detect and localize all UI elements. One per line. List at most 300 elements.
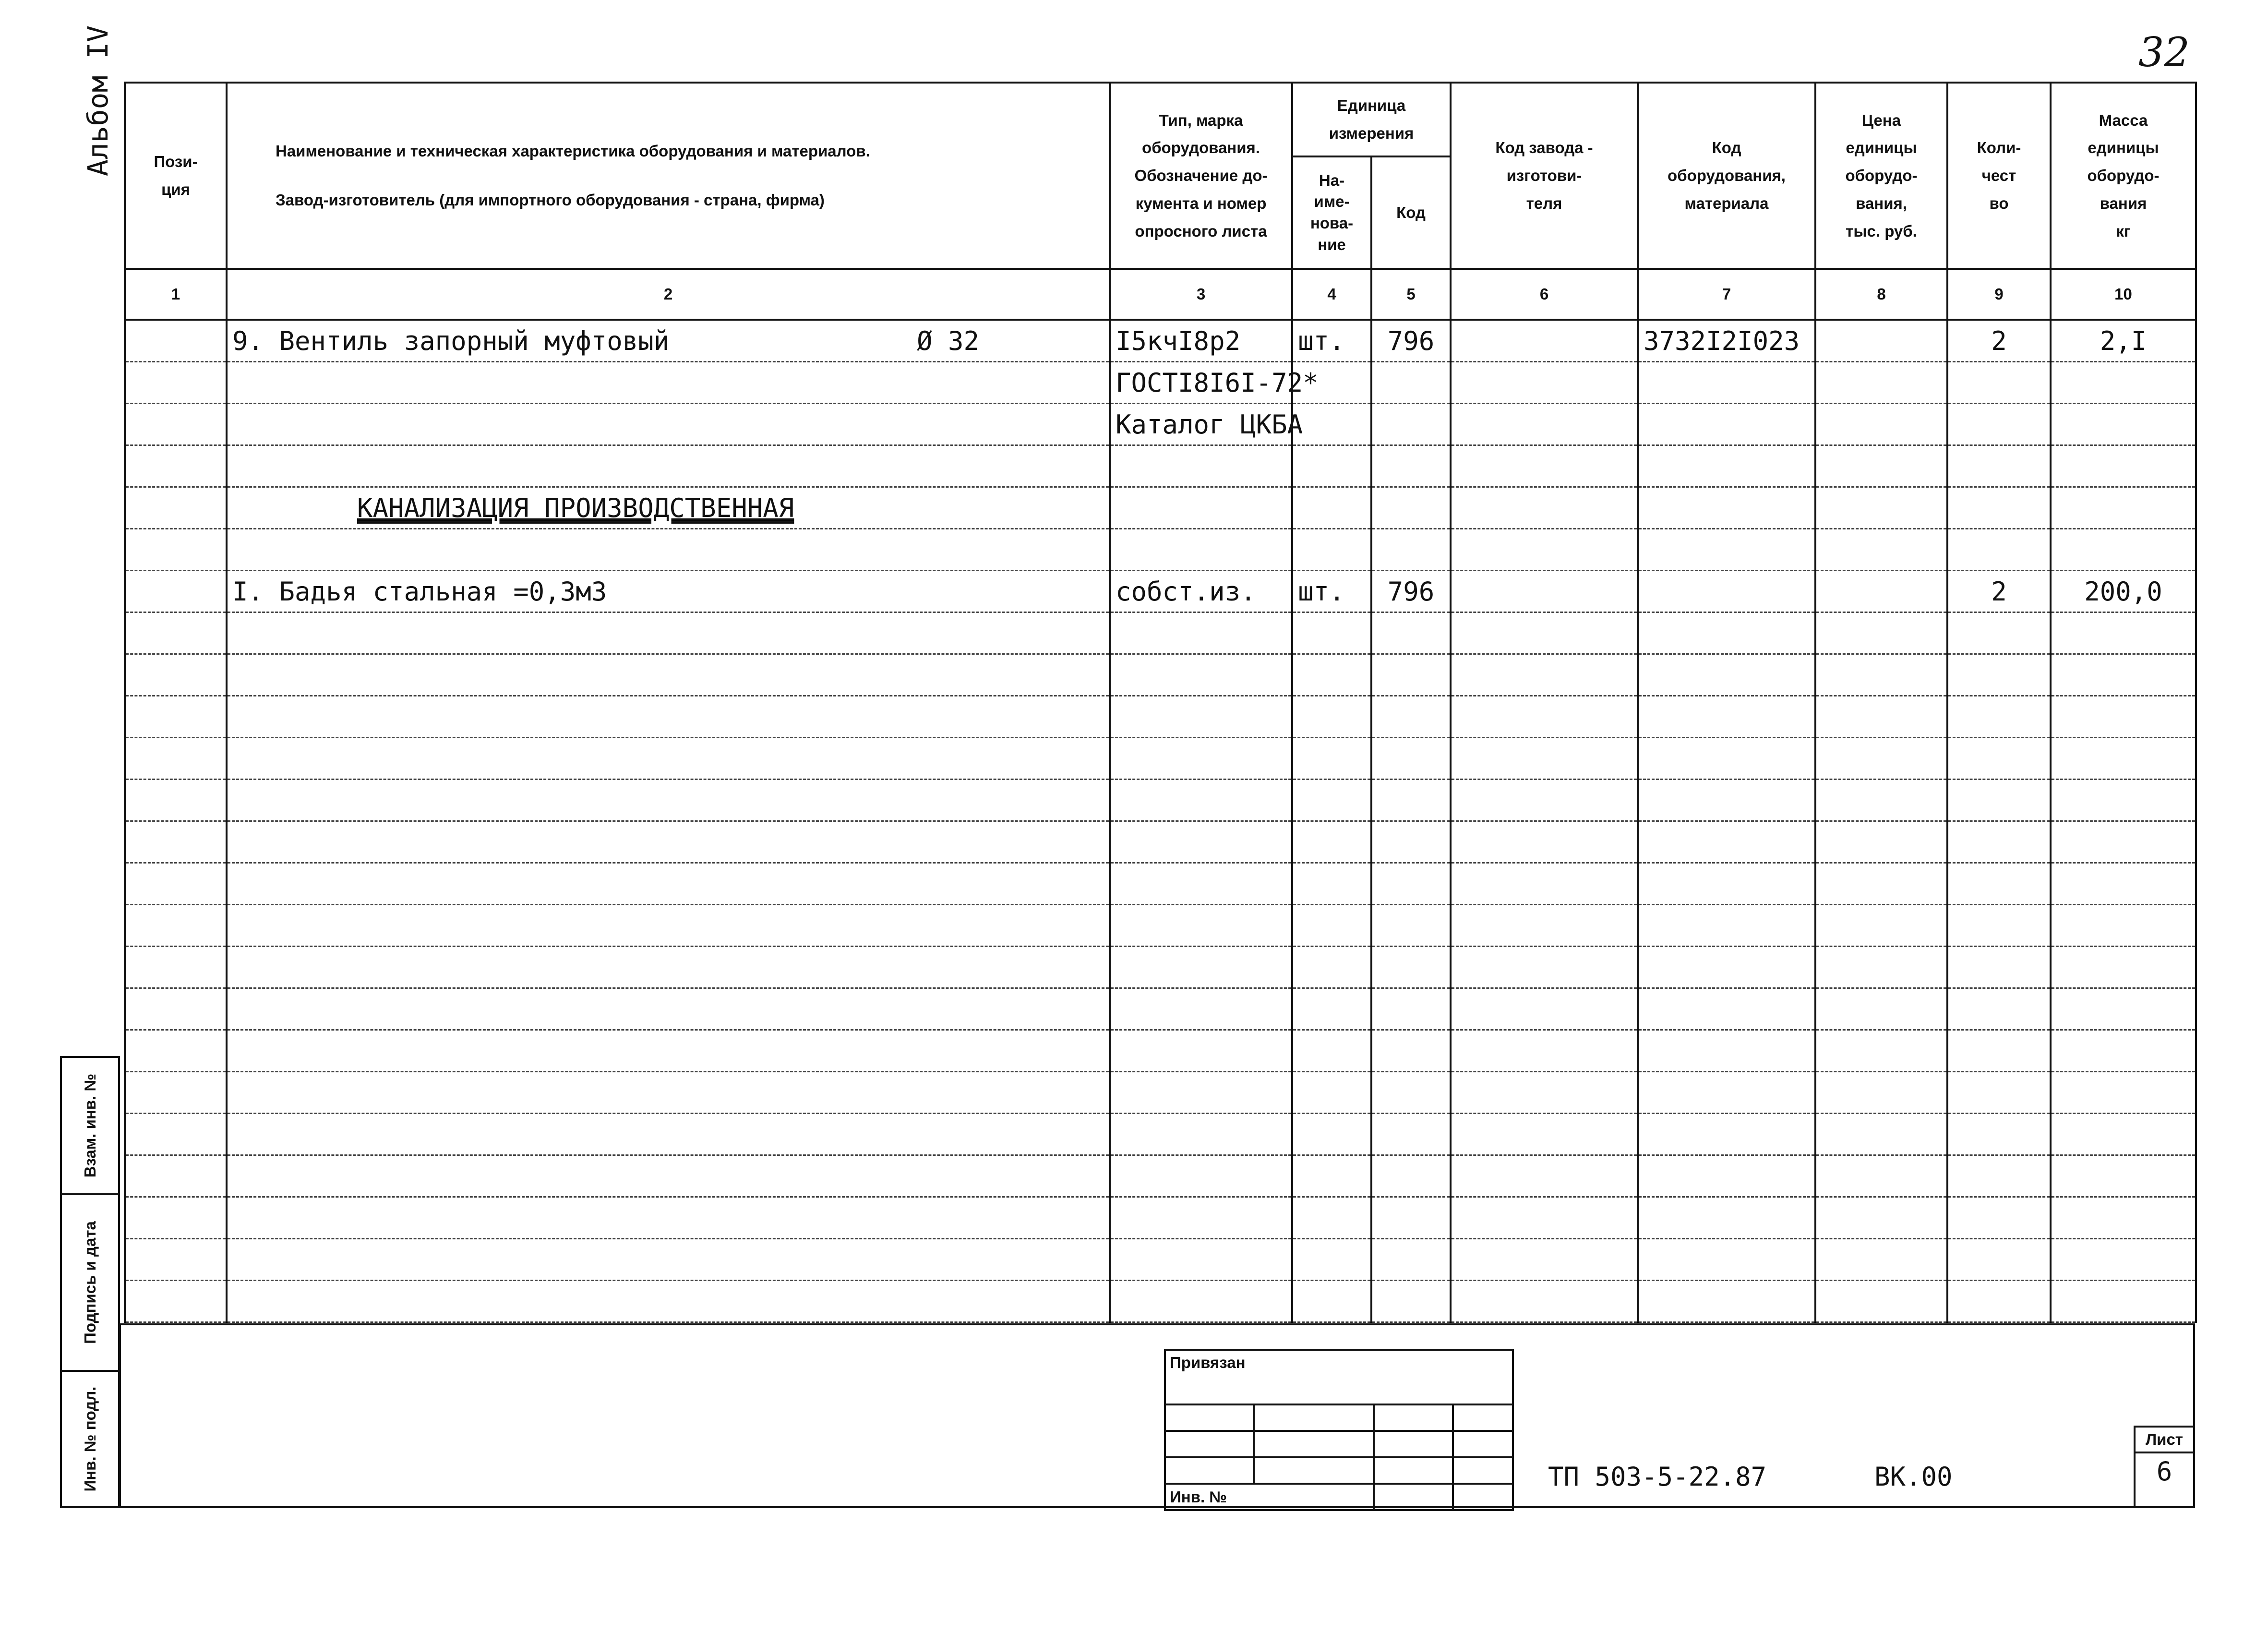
- cell-equip-code: [1638, 1030, 1815, 1072]
- cell-unit-code: [1371, 696, 1451, 738]
- cell-pos: [125, 947, 227, 988]
- cell-factory-code: [1451, 1114, 1638, 1155]
- cell-name: [227, 1197, 1110, 1239]
- stamp-cell: [1453, 1457, 1513, 1484]
- sheet-label: Лист: [2136, 1428, 2193, 1453]
- cell-mass: 2,I: [2051, 320, 2196, 362]
- cell-price: [1815, 821, 1947, 863]
- table-row: [125, 404, 2196, 445]
- cell-equip-code: [1638, 1155, 1815, 1197]
- header-label: Цена единицы оборудо- вания, тыс. руб.: [1845, 111, 1918, 240]
- table-row: [125, 696, 2196, 738]
- cell-name: [227, 445, 1110, 487]
- stamp-inv-no: Инв. №: [1165, 1484, 1374, 1510]
- cell-mass: [2051, 1281, 2196, 1322]
- cell-equip-code: [1638, 696, 1815, 738]
- table-row: [125, 780, 2196, 821]
- cell-qty: [1947, 529, 2051, 571]
- header-label: Коли- чест во: [1977, 139, 2021, 212]
- cell-price: [1815, 1030, 1947, 1072]
- header-quantity: [1947, 83, 2051, 269]
- cell-type: [1110, 1281, 1292, 1322]
- cell-unit-code: [1371, 654, 1451, 696]
- cell-unit-code: 796: [1371, 571, 1451, 612]
- cell-qty: [1947, 404, 2051, 445]
- side-stamp-label: Взам. инв. №: [81, 1073, 99, 1178]
- cell-factory-code: [1451, 654, 1638, 696]
- cell-factory-code: [1451, 988, 1638, 1030]
- cell-pos: [125, 445, 227, 487]
- cell-qty: [1947, 612, 2051, 654]
- cell-mass: [2051, 1030, 2196, 1072]
- cell-pos: [125, 1114, 227, 1155]
- cell-unit: [1292, 1281, 1371, 1322]
- cell-unit-code: [1371, 1030, 1451, 1072]
- table-row: [125, 445, 2196, 487]
- cell-unit: [1292, 1197, 1371, 1239]
- item-name: 9. Вентиль запорный муфтовый: [232, 325, 670, 356]
- cell-qty: [1947, 696, 2051, 738]
- cell-name: [227, 1281, 1110, 1322]
- cell-mass: [2051, 1239, 2196, 1281]
- cell-factory-code: [1451, 696, 1638, 738]
- cell-mass: [2051, 863, 2196, 905]
- cell-qty: [1947, 362, 2051, 404]
- cell-price: [1815, 445, 1947, 487]
- cell-pos: [125, 780, 227, 821]
- cell-pos: [125, 1197, 227, 1239]
- table-row: [125, 738, 2196, 780]
- cell-equip-code: [1638, 404, 1815, 445]
- header-label: Код: [1396, 204, 1426, 222]
- cell-unit-code: [1371, 1197, 1451, 1239]
- column-number: 7: [1638, 269, 1815, 320]
- cell-type: [1110, 529, 1292, 571]
- cell-equip-code: [1638, 947, 1815, 988]
- cell-qty: [1947, 1072, 2051, 1114]
- cell-equip-code: [1638, 1281, 1815, 1322]
- album-label: Альбом IV: [82, 25, 114, 177]
- header-equipment-code: [1638, 83, 1815, 269]
- table-row: [125, 947, 2196, 988]
- cell-qty: [1947, 1239, 2051, 1281]
- cell-type: [1110, 1197, 1292, 1239]
- cell-unit-code: [1371, 1239, 1451, 1281]
- cell-name: [227, 362, 1110, 404]
- cell-type: [1110, 947, 1292, 988]
- stamp-attached: Привязан: [1165, 1350, 1513, 1404]
- table-row: [125, 1030, 2196, 1072]
- cell-qty: 2: [1947, 320, 2051, 362]
- table-row: [125, 863, 2196, 905]
- cell-equip-code: [1638, 1072, 1815, 1114]
- cell-unit: шт.: [1292, 320, 1371, 362]
- cell-factory-code: [1451, 863, 1638, 905]
- cell-mass: [2051, 1072, 2196, 1114]
- cell-type: [1110, 905, 1292, 947]
- cell-qty: [1947, 487, 2051, 529]
- stamp-cell: [1165, 1457, 1254, 1484]
- cell-unit: [1292, 1030, 1371, 1072]
- cell-pos: [125, 738, 227, 780]
- cell-factory-code: [1451, 1030, 1638, 1072]
- cell-factory-code: [1451, 404, 1638, 445]
- cell-name: [227, 1155, 1110, 1197]
- table-body: [125, 320, 2196, 1322]
- table-row: [125, 1239, 2196, 1281]
- cell-price: [1815, 738, 1947, 780]
- cell-unit-code: [1371, 905, 1451, 947]
- cell-unit-code: [1371, 821, 1451, 863]
- cell-name: [227, 612, 1110, 654]
- cell-factory-code: [1451, 529, 1638, 571]
- header-mass: [2051, 83, 2196, 269]
- table-row: [125, 487, 2196, 529]
- cell-qty: [1947, 821, 2051, 863]
- cell-unit-code: [1371, 362, 1451, 404]
- table-row: [125, 1197, 2196, 1239]
- cell-equip-code: 3732I2I023: [1638, 320, 1815, 362]
- cell-factory-code: [1451, 1239, 1638, 1281]
- stamp-cell: [1453, 1404, 1513, 1431]
- cell-unit: [1292, 1239, 1371, 1281]
- cell-price: [1815, 1197, 1947, 1239]
- cell-pos: [125, 571, 227, 612]
- cell-price: [1815, 1281, 1947, 1322]
- cell-type: собст.из.: [1110, 571, 1292, 612]
- cell-unit: [1292, 445, 1371, 487]
- cell-mass: 200,0: [2051, 571, 2196, 612]
- cell-name: [227, 487, 1110, 529]
- cell-unit-code: [1371, 1114, 1451, 1155]
- cell-equip-code: [1638, 821, 1815, 863]
- cell-equip-code: [1638, 571, 1815, 612]
- cell-type: [1110, 696, 1292, 738]
- cell-type: [1110, 445, 1292, 487]
- side-stamp-inv-orig: [60, 1370, 120, 1508]
- cell-name: [227, 654, 1110, 696]
- cell-equip-code: [1638, 780, 1815, 821]
- cell-pos: [125, 988, 227, 1030]
- cell-name: [227, 738, 1110, 780]
- cell-factory-code: [1451, 821, 1638, 863]
- header-label: Единица измерения: [1329, 96, 1414, 142]
- cell-mass: [2051, 487, 2196, 529]
- cell-factory-code: [1451, 780, 1638, 821]
- cell-mass: [2051, 1197, 2196, 1239]
- cell-unit-code: [1371, 404, 1451, 445]
- cell-type: [1110, 1239, 1292, 1281]
- header-label: На- име- нова- ние: [1310, 171, 1354, 253]
- cell-factory-code: [1451, 487, 1638, 529]
- cell-equip-code: [1638, 738, 1815, 780]
- cell-equip-code: [1638, 612, 1815, 654]
- side-stamp-sign-date: [60, 1193, 120, 1372]
- stamp-cell: [1453, 1431, 1513, 1457]
- cell-price: [1815, 1239, 1947, 1281]
- cell-mass: [2051, 529, 2196, 571]
- table-row: [125, 1114, 2196, 1155]
- cell-mass: [2051, 445, 2196, 487]
- cell-price: [1815, 1155, 1947, 1197]
- cell-pos: [125, 821, 227, 863]
- cell-type: [1110, 1072, 1292, 1114]
- cell-price: [1815, 571, 1947, 612]
- cell-name: [227, 696, 1110, 738]
- item-diameter: Ø 32: [916, 325, 979, 356]
- cell-mass: [2051, 1155, 2196, 1197]
- cell-equip-code: [1638, 445, 1815, 487]
- cell-price: [1815, 654, 1947, 696]
- cell-type: [1110, 1030, 1292, 1072]
- cell-equip-code: [1638, 487, 1815, 529]
- stamp-cell: [1374, 1404, 1453, 1431]
- item-name: I. Бадья стальная =0,3м3: [232, 576, 607, 607]
- cell-qty: [1947, 988, 2051, 1030]
- header-factory-code: [1451, 83, 1638, 269]
- cell-price: [1815, 863, 1947, 905]
- column-number: 5: [1371, 269, 1451, 320]
- table-row: [125, 654, 2196, 696]
- cell-pos: [125, 362, 227, 404]
- stamp-cell: [1374, 1457, 1453, 1484]
- header-label: Наименование и техническая характеристика оборудования и материалов. Завод-изготовитель (для импортного оборудования - страна, фирма): [276, 142, 870, 209]
- cell-type: [1110, 487, 1292, 529]
- cell-mass: [2051, 780, 2196, 821]
- cell-factory-code: [1451, 1072, 1638, 1114]
- attachment-stamp: [1164, 1349, 1514, 1511]
- stamp-cell: [1374, 1484, 1453, 1510]
- cell-type: [1110, 780, 1292, 821]
- cell-pos: [125, 905, 227, 947]
- cell-price: [1815, 487, 1947, 529]
- header-label: Код оборудования, материала: [1668, 139, 1786, 212]
- cell-name: [227, 529, 1110, 571]
- cell-factory-code: [1451, 1281, 1638, 1322]
- cell-unit: [1292, 696, 1371, 738]
- table-row: [125, 362, 2196, 404]
- cell-name: [227, 905, 1110, 947]
- cell-type: [1110, 863, 1292, 905]
- cell-factory-code: [1451, 445, 1638, 487]
- cell-mass: [2051, 988, 2196, 1030]
- cell-price: [1815, 529, 1947, 571]
- cell-name: [227, 1030, 1110, 1072]
- cell-mass: [2051, 362, 2196, 404]
- stamp-cell: [1165, 1404, 1254, 1431]
- cell-unit-code: [1371, 487, 1451, 529]
- side-stamp-label: Инв. № подл.: [81, 1386, 99, 1492]
- cell-type: [1110, 738, 1292, 780]
- cell-pos: [125, 529, 227, 571]
- cell-type: [1110, 654, 1292, 696]
- cell-pos: [125, 1155, 227, 1197]
- cell-name: [227, 571, 1110, 612]
- cell-name: [227, 863, 1110, 905]
- cell-factory-code: [1451, 738, 1638, 780]
- table-row: [125, 1155, 2196, 1197]
- cell-price: [1815, 1114, 1947, 1155]
- cell-type: [1110, 821, 1292, 863]
- cell-equip-code: [1638, 529, 1815, 571]
- stamp-cell: [1254, 1404, 1374, 1431]
- cell-type: [1110, 612, 1292, 654]
- stamp-cell: [1374, 1431, 1453, 1457]
- header-label: Код завода - изготови- теля: [1495, 139, 1593, 212]
- cell-qty: [1947, 947, 2051, 988]
- cell-unit: [1292, 654, 1371, 696]
- sheet-box: [2134, 1426, 2195, 1508]
- cell-unit: [1292, 529, 1371, 571]
- side-stamp-inv-replace: [60, 1056, 120, 1195]
- cell-unit: [1292, 404, 1371, 445]
- cell-type: Каталог ЦКБА: [1110, 404, 1292, 445]
- cell-pos: [125, 1030, 227, 1072]
- cell-pos: [125, 612, 227, 654]
- specification-table: [124, 82, 2197, 1323]
- cell-qty: [1947, 905, 2051, 947]
- cell-pos: [125, 1239, 227, 1281]
- cell-factory-code: [1451, 362, 1638, 404]
- sheet-value: 6: [2156, 1456, 2172, 1487]
- column-number: 4: [1292, 269, 1371, 320]
- header-unit-name: [1292, 156, 1371, 269]
- cell-mass: [2051, 404, 2196, 445]
- cell-factory-code: [1451, 612, 1638, 654]
- header-type: [1110, 83, 1292, 269]
- cell-price: [1815, 696, 1947, 738]
- stamp-cell: [1254, 1457, 1374, 1484]
- cell-type: [1110, 988, 1292, 1030]
- cell-unit-code: [1371, 612, 1451, 654]
- cell-price: [1815, 780, 1947, 821]
- header-unit: [1292, 83, 1451, 156]
- cell-unit: [1292, 988, 1371, 1030]
- cell-unit-code: [1371, 988, 1451, 1030]
- cell-unit: [1292, 905, 1371, 947]
- cell-type: [1110, 1114, 1292, 1155]
- table-row: [125, 320, 2196, 362]
- cell-pos: [125, 696, 227, 738]
- cell-unit: [1292, 947, 1371, 988]
- cell-unit-code: [1371, 529, 1451, 571]
- cell-mass: [2051, 947, 2196, 988]
- cell-price: [1815, 905, 1947, 947]
- cell-name: [227, 1072, 1110, 1114]
- cell-pos: [125, 863, 227, 905]
- table-row: [125, 612, 2196, 654]
- header-label: Масса единицы оборудо- вания кг: [2087, 111, 2160, 240]
- cell-price: [1815, 1072, 1947, 1114]
- cell-equip-code: [1638, 905, 1815, 947]
- table-row: [125, 529, 2196, 571]
- header-unit-code: [1371, 156, 1451, 269]
- cell-pos: [125, 320, 227, 362]
- column-number: 3: [1110, 269, 1292, 320]
- cell-unit-code: [1371, 947, 1451, 988]
- table-row: [125, 821, 2196, 863]
- column-number: 8: [1815, 269, 1947, 320]
- cell-unit-code: [1371, 738, 1451, 780]
- cell-unit: [1292, 780, 1371, 821]
- cell-qty: [1947, 1030, 2051, 1072]
- column-number: 6: [1451, 269, 1638, 320]
- header-label: Тип, марка оборудования. Обозначение до- кумента и номер опросного листа: [1134, 111, 1268, 240]
- cell-name: [227, 320, 1110, 362]
- cell-unit-code: [1371, 863, 1451, 905]
- cell-unit-code: [1371, 1155, 1451, 1197]
- cell-mass: [2051, 696, 2196, 738]
- cell-name: [227, 821, 1110, 863]
- column-number: 10: [2051, 269, 2196, 320]
- cell-type: I5кчI8р2: [1110, 320, 1292, 362]
- cell-unit-code: 796: [1371, 320, 1451, 362]
- cell-qty: [1947, 780, 2051, 821]
- cell-qty: [1947, 1281, 2051, 1322]
- cell-unit: [1292, 1155, 1371, 1197]
- stamp-cell: [1453, 1484, 1513, 1510]
- cell-unit: [1292, 1072, 1371, 1114]
- side-stamp-label: Подпись и дата: [81, 1221, 99, 1344]
- cell-unit: [1292, 487, 1371, 529]
- cell-mass: [2051, 905, 2196, 947]
- cell-mass: [2051, 1114, 2196, 1155]
- cell-equip-code: [1638, 1239, 1815, 1281]
- cell-name: [227, 988, 1110, 1030]
- cell-price: [1815, 988, 1947, 1030]
- cell-unit: [1292, 738, 1371, 780]
- table-row: [125, 1072, 2196, 1114]
- document-code: ТП 503-5-22.87: [1548, 1462, 1767, 1492]
- table-row: [125, 1281, 2196, 1322]
- cell-unit: [1292, 612, 1371, 654]
- cell-equip-code: [1638, 988, 1815, 1030]
- cell-name: [227, 947, 1110, 988]
- item-name: КАНАЛИЗАЦИЯ ПРОИЗВОДСТВЕННАЯ: [357, 492, 794, 523]
- cell-unit: [1292, 821, 1371, 863]
- cell-pos: [125, 404, 227, 445]
- column-number-row: [125, 269, 2196, 320]
- cell-unit: шт.: [1292, 571, 1371, 612]
- cell-type: ГОСТI8I6I-72*: [1110, 362, 1292, 404]
- cell-unit-code: [1371, 1072, 1451, 1114]
- cell-pos: [125, 1281, 227, 1322]
- header-price: [1815, 83, 1947, 269]
- header-label: Пози- ция: [154, 153, 198, 198]
- header-name: [227, 83, 1110, 269]
- cell-factory-code: [1451, 947, 1638, 988]
- cell-name: [227, 404, 1110, 445]
- cell-qty: [1947, 863, 2051, 905]
- cell-equip-code: [1638, 1197, 1815, 1239]
- cell-equip-code: [1638, 654, 1815, 696]
- cell-mass: [2051, 612, 2196, 654]
- cell-mass: [2051, 738, 2196, 780]
- column-number: 2: [227, 269, 1110, 320]
- cell-factory-code: [1451, 1155, 1638, 1197]
- cell-unit-code: [1371, 780, 1451, 821]
- cell-unit-code: [1371, 445, 1451, 487]
- cell-factory-code: [1451, 905, 1638, 947]
- table-row: [125, 571, 2196, 612]
- table-row: [125, 905, 2196, 947]
- cell-equip-code: [1638, 863, 1815, 905]
- cell-factory-code: [1451, 1197, 1638, 1239]
- column-number: 9: [1947, 269, 2051, 320]
- table-row: [125, 988, 2196, 1030]
- cell-unit: [1292, 863, 1371, 905]
- cell-name: [227, 1114, 1110, 1155]
